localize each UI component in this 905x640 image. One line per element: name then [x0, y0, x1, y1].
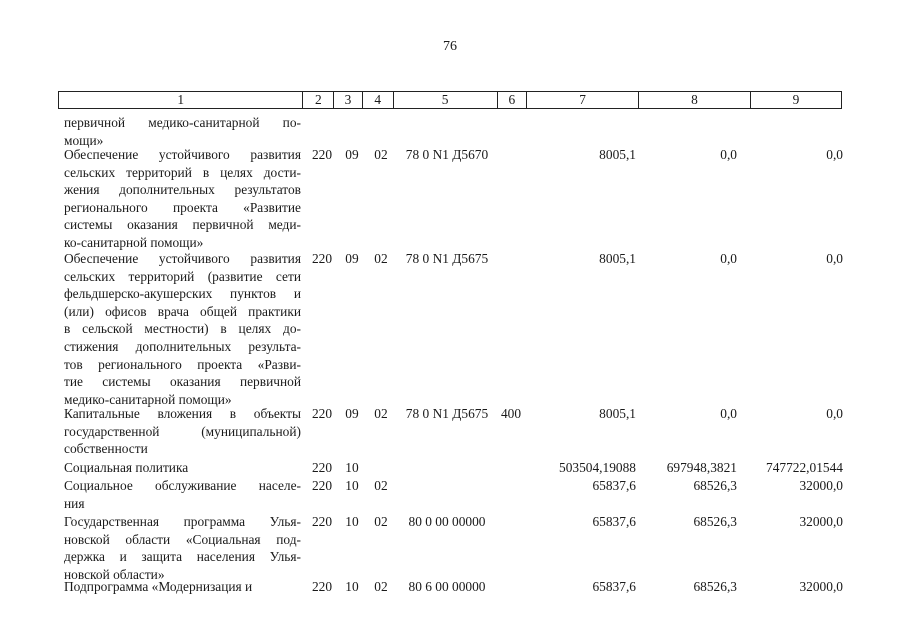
description-line: новской области «Социальная под-	[64, 531, 301, 547]
row-5-col-8: 697948,3821	[666, 460, 737, 475]
row-7-col-8: 68526,3	[693, 514, 737, 529]
row-5-description	[64, 459, 301, 477]
description-line: медико-санитарной помощи»	[64, 391, 232, 407]
row-8-col-3: 10	[345, 579, 359, 594]
row-3-col-7: 8005,1	[599, 251, 636, 266]
row-7-col-3: 10	[345, 514, 359, 529]
row-7-col-2: 220	[311, 514, 333, 529]
row-2-col-5: 78 0 N1 Д5670	[405, 147, 489, 162]
description-line: Подпрограмма «Модернизация и	[64, 579, 253, 594]
description-line: государственной (муниципальной)	[64, 423, 301, 439]
description-line: фельдшерско-акушерских пунктов и	[64, 286, 301, 302]
description-line: Обеспечение устойчивого развития	[64, 251, 301, 266]
row-6-description	[64, 477, 301, 512]
description-line: регионального проекта «Развитие	[64, 199, 301, 215]
row-4-col-5: 78 0 N1 Д5675	[405, 406, 489, 421]
row-8-col-7: 65837,6	[592, 579, 636, 594]
header-col-7: 7	[526, 92, 638, 108]
row-2-description	[64, 146, 301, 252]
description-line: системы оказания первичной меди-	[64, 217, 301, 233]
description-line: сельских территорий в целях дости-	[64, 164, 301, 180]
header-col-5: 5	[393, 92, 497, 108]
row-5-col-9: 747722,01544	[766, 460, 843, 475]
header-col-6: 6	[497, 92, 527, 108]
row-7-col-4: 02	[374, 514, 388, 529]
description-line: держка и защита населения Улья-	[64, 549, 301, 565]
header-col-3: 3	[333, 92, 362, 108]
row-7-col-9: 32000,0	[799, 514, 843, 529]
row-2-col-2: 220	[311, 147, 333, 162]
description-line: стижения дополнительных результа-	[64, 338, 301, 354]
row-1-description	[64, 114, 301, 149]
description-line: тие системы оказания первичной	[64, 374, 301, 390]
row-8-col-9: 32000,0	[799, 579, 843, 594]
row-4-col-9: 0,0	[826, 406, 843, 421]
header-col-4: 4	[362, 92, 393, 108]
row-2-col-3: 09	[345, 147, 359, 162]
row-4-col-6: 400	[500, 406, 522, 421]
page-number: 76	[443, 39, 457, 54]
row-4-col-8: 0,0	[720, 406, 737, 421]
row-6-col-3: 10	[345, 478, 359, 493]
row-6-col-4: 02	[374, 478, 388, 493]
row-7-description	[64, 513, 301, 583]
description-line: ния	[64, 495, 85, 511]
row-6-col-2: 220	[311, 478, 333, 493]
row-6-col-8: 68526,3	[693, 478, 737, 493]
row-8-col-4: 02	[374, 579, 388, 594]
row-3-col-3: 09	[345, 251, 359, 266]
description-line: Капитальные вложения в объекты	[64, 406, 301, 421]
description-line: новской области»	[64, 566, 165, 582]
row-2-col-8: 0,0	[720, 147, 737, 162]
row-7-col-5: 80 0 00 00000	[408, 514, 486, 529]
row-8-col-5: 80 6 00 00000	[408, 579, 486, 594]
header-col-1: 1	[177, 92, 185, 107]
row-4-col-2: 220	[311, 406, 333, 421]
row-5-col-2: 220	[311, 460, 333, 475]
row-4-col-3: 09	[345, 406, 359, 421]
header-col-2: 2	[302, 92, 333, 108]
header-col-9: 9	[750, 92, 841, 108]
row-3-col-5: 78 0 N1 Д5675	[405, 251, 489, 266]
description-line: Государственная программа Улья-	[64, 514, 301, 529]
row-4-description	[64, 405, 301, 458]
description-line: (или) офисов врача общей практики	[64, 303, 301, 319]
description-line: Обеспечение устойчивого развития	[64, 147, 301, 162]
description-line: жения дополнительных результатов	[64, 182, 301, 198]
row-7-col-7: 65837,6	[592, 514, 636, 529]
description-line: ко-санитарной помощи»	[64, 234, 204, 250]
header-col-8: 8	[638, 92, 750, 108]
row-5-col-7: 503504,19088	[559, 460, 636, 475]
description-line: тов регионального проекта «Разви-	[64, 356, 301, 372]
description-line: Социальное обслуживание населе-	[64, 478, 301, 493]
row-3-description	[64, 250, 301, 408]
description-line: собственности	[64, 441, 148, 457]
row-6-col-7: 65837,6	[592, 478, 636, 493]
row-2-col-4: 02	[374, 147, 388, 162]
row-4-col-4: 02	[374, 406, 388, 421]
row-6-col-9: 32000,0	[799, 478, 843, 493]
description-line: сельских территорий (развитие сети	[64, 268, 301, 284]
row-2-col-9: 0,0	[826, 147, 843, 162]
row-3-col-8: 0,0	[720, 251, 737, 266]
row-5-col-3: 10	[345, 460, 359, 475]
description-line: в сельской местности) в целях до-	[64, 321, 301, 337]
description-line: Социальная политика	[64, 460, 189, 475]
row-3-col-9: 0,0	[826, 251, 843, 266]
row-3-col-4: 02	[374, 251, 388, 266]
row-8-col-2: 220	[311, 579, 333, 594]
row-4-col-7: 8005,1	[599, 406, 636, 421]
row-2-col-7: 8005,1	[599, 147, 636, 162]
row-8-col-8: 68526,3	[693, 579, 737, 594]
description-line: первичной медико-санитарной по-	[64, 115, 301, 130]
row-8-description	[64, 578, 301, 596]
description-line: мощи»	[64, 132, 104, 148]
row-3-col-2: 220	[311, 251, 333, 266]
